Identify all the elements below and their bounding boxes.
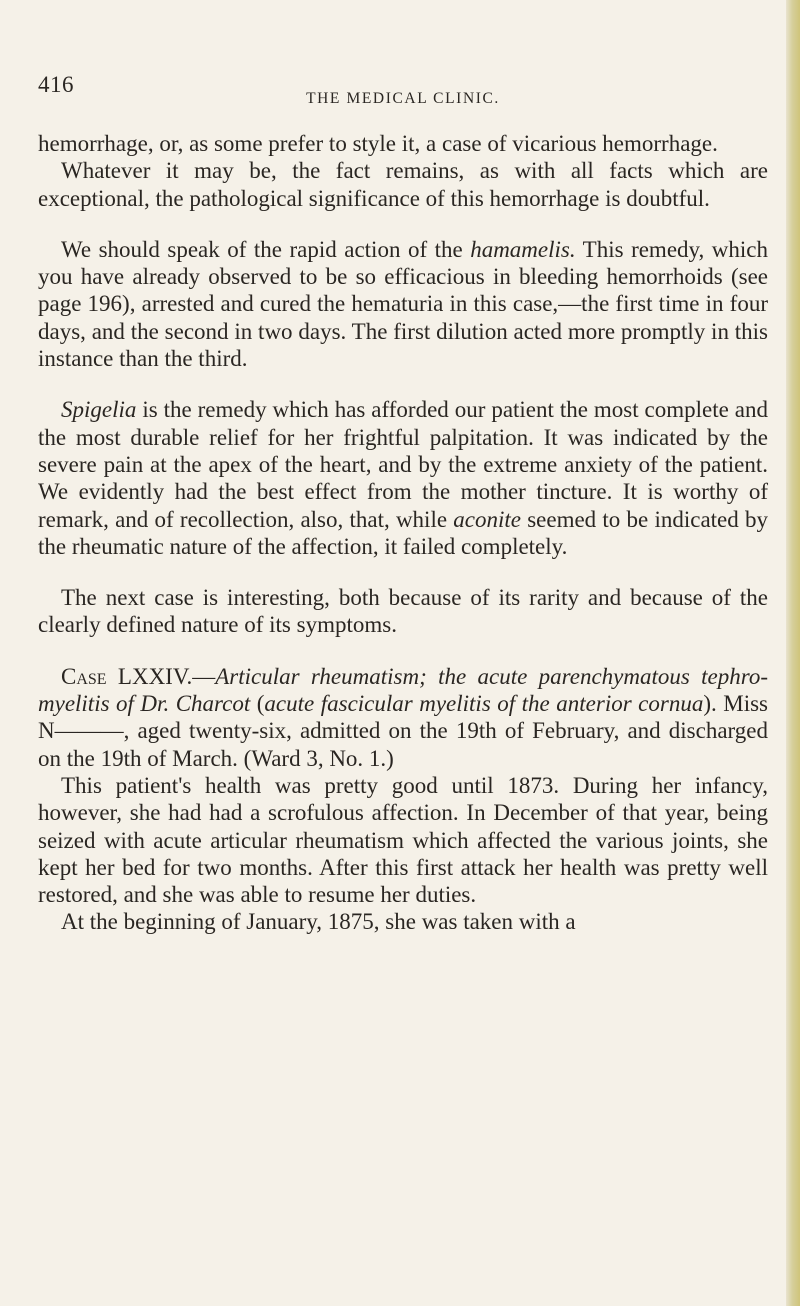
running-title: THE MEDICAL CLINIC. (306, 90, 500, 107)
page-edge (786, 0, 800, 1306)
remedy-spigelia: Spigelia (61, 397, 137, 423)
paragraph-8: At the beginning of January, 1875, she was taken with a (61, 909, 576, 935)
case-heading-paragraph (38, 663, 768, 772)
case-number: LXXIV.— (106, 663, 216, 689)
case-paren-close: ). (703, 691, 717, 717)
case-label: Case (61, 663, 107, 689)
paragraph-1: hemorrhage, or, as some prefer to style it, a case of vicarious hemorrhage. (38, 131, 718, 156)
paragraph-4-text-a: is the remedy which has afforded our patient the most complete and the most durable relief for her frightful palpitation. It was indicated by the severe pain at the apex of the heart, and by the extreme anxiety of the patient. We evidently had the best effect from the mother tincture. It is worthy of remark, and of recollection, also, that, while (38, 397, 768, 532)
paragraph-4 (38, 396, 768, 560)
paragraph-5: The next case is interesting, both because of its rarity and because of the clearly defined nature of its symptoms. (38, 585, 768, 638)
book-page (38, 72, 768, 936)
paragraph-2: Whatever it may be, the fact remains, as with all facts which are exceptional, the pathological significance of this hemorrhage is doubtful. (38, 158, 768, 211)
paragraph-7: This patient's health was pretty good until 1873. During her infancy, however, she had had a scrofulous affection. In December of that year, being seized with acute articular rheumatism which affected the various joints, she kept her bed for two months. After this first attack her health was pretty well restored, and she was able to resume her duties. (38, 772, 768, 908)
case-details: Miss N———, aged twenty-six, admitted on the 19th of February, and discharged on the 19th of March. (Ward 3, No. 1.) (38, 691, 768, 771)
remedy-aconite: aconite (453, 506, 521, 532)
remedy-hamamelis: hamamelis. (470, 236, 576, 262)
paragraph-3 (38, 236, 768, 372)
case-paren-open: ( (250, 691, 265, 717)
page-header (38, 72, 768, 116)
page-number: 416 (38, 72, 74, 97)
paragraph-3-text-a: We should speak of the rapid action of the (61, 236, 471, 262)
case-subtitle: acute fascicular myelitis of the anterior cornua (264, 691, 704, 717)
case-title: Articular rheumatism; the acute parenchymatous tephro-myelitis of Dr. Charcot (38, 663, 768, 717)
paragraph-4-text-b: seemed to be indicated by the rheumatic nature of the affection, it failed completely. (38, 506, 768, 559)
paragraph-3-text-b: This remedy, which you have already observed to be so efficacious in bleeding hemorrhoids (see page 196), arrested and cured the hematuria in this case,—the first time in four days, and the second in two days. The first dilution acted more promptly in this instance than the third. (38, 236, 768, 372)
